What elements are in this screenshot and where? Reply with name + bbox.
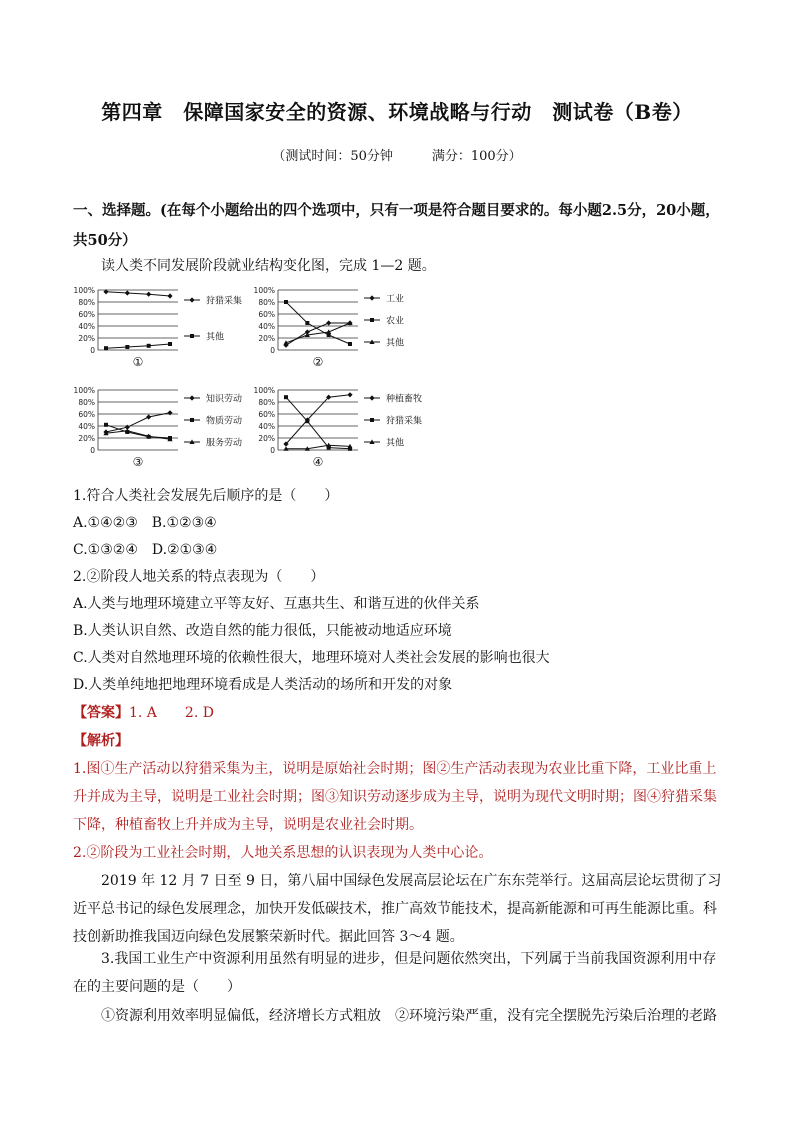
charts-area [60,282,490,472]
data-point [305,419,309,423]
chart-label: ③ [132,455,144,469]
data-point [147,344,151,348]
y-tick-label: 0 [90,446,95,455]
legend-marker [190,418,194,422]
question-3-options: ①资源利用效率明显偏低，经济增长方式粗放 ②环境污染严重，没有完全摆脱先污染后治理的老路 [101,1008,717,1024]
data-point [348,342,352,346]
exam-info: （测试时间：50分钟 满分：100分） [272,149,522,164]
legend-label: 其他 [386,338,405,349]
question-3: 3.我国工业生产中资源利用虽然有明显的进步，但是问题依然突出，下列属于当前我国资源利用中存在的主要问题的是（ ） [73,951,717,995]
y-tick-label: 60% [78,310,95,319]
y-tick-label: 60% [258,410,275,419]
intro-text: 读人类不同发展阶段就业结构变化图，完成 1—2 题。 [101,258,436,274]
chart-4 [254,386,422,469]
series-line [106,425,170,438]
legend-label: 其他 [386,438,405,449]
y-tick-label: 20% [78,334,95,343]
legend-label: 农业 [386,316,405,327]
legend-label: 工业 [386,294,405,305]
answer-line [73,699,733,727]
y-tick-label: 100% [253,386,275,395]
data-point [347,392,352,397]
legend-label: 服务劳动 [206,438,243,449]
y-tick-label: 100% [253,286,275,295]
series-line [286,397,350,449]
data-point [168,342,172,346]
data-point [125,290,130,295]
series-line [106,413,170,432]
passage-intro: 2019 年 12 月 7 日至 9 日，第八届中国绿色发展高层论坛在广东东莞举行。这届高层论坛贯彻了习近平总书记的绿色发展理念，加快开发低碳技术，推广高效节能技术，提高新能源和可再生能源比重。科技创新助推我国迈向绿色发展繁荣新时代。据此回答 3～4 题。 [73,873,722,945]
data-point [326,320,331,325]
legend-marker [190,334,194,338]
question-2-option-c: C.人类对自然地理环境的依赖性很大，地理环境对人类社会发展的影响也很大 [73,650,550,666]
y-tick-label: 0 [270,346,275,355]
chart-label: ② [312,355,324,369]
chart-2 [254,286,404,369]
question-2-option-d: D.人类单纯地把地理环境看成是人类活动的场所和开发的对象 [73,677,453,693]
legend-label: 狩猎采集 [386,416,423,427]
y-tick-label: 60% [258,310,275,319]
data-point [167,410,172,415]
question-2-option-a: A.人类与地理环境建立平等友好、互惠共生、和谐互进的伙伴关系 [73,596,480,612]
y-tick-label: 100% [73,286,95,295]
legend-marker [370,418,374,422]
legend-label: 其他 [206,332,225,343]
y-tick-label: 20% [258,434,275,443]
data-point [125,345,129,349]
legend-marker [189,395,194,400]
question-1-options-cd: C.①③②④ D.②①③④ [73,542,218,558]
y-tick-label: 0 [270,446,275,455]
y-tick-label: 40% [78,322,95,331]
data-point [284,395,288,399]
question-2: 2.②阶段人地关系的特点表现为（ ） [73,569,325,585]
y-tick-label: 60% [78,410,95,419]
data-point [146,414,151,419]
data-point [104,423,108,427]
section-heading: 一、选择题。(在每个小题给出的四个选项中，只有一项是符合题目要求的。每小题2.5分，20小题，共50分） [73,202,720,249]
legend-label: 种植畜牧 [386,394,423,405]
legend-label: 狩猎采集 [206,296,243,307]
data-point [305,321,309,325]
legend-marker [370,318,374,322]
series-line [106,292,170,296]
y-tick-label: 80% [78,398,95,407]
y-tick-label: 20% [78,434,95,443]
y-tick-label: 40% [258,422,275,431]
legend-label: 知识劳动 [206,394,243,405]
series-line [106,344,170,348]
question-2-option-b: B.人类认识自然、改造自然的能力很低，只能被动地适应环境 [73,623,452,639]
legend-marker [189,297,194,302]
legend-label: 物质劳动 [206,416,243,427]
y-tick-label: 80% [258,398,275,407]
data-point [146,292,151,297]
y-tick-label: 0 [90,346,95,355]
y-tick-label: 80% [78,298,95,307]
chart-3 [74,386,242,469]
page-title: 第四章 保障国家安全的资源、环境战略与行动 测试卷（B卷） [101,100,693,124]
question-1-options-ab: A.①④②③ B.①②③④ [73,515,217,531]
chart-label: ① [132,355,144,369]
chart-1 [74,286,242,369]
chart-label: ④ [312,455,324,469]
legend-marker [369,395,374,400]
y-tick-label: 20% [258,334,275,343]
data-point [284,300,288,304]
y-tick-label: 40% [258,322,275,331]
y-tick-label: 40% [78,422,95,431]
analysis-2: 2.②阶段为工业社会时期，人地关系思想的认识表现为人类中心论。 [73,845,493,861]
legend-marker [369,295,374,300]
analysis-label: 【解析】 [73,733,129,749]
question-1: 1.符合人类社会发展先后顺序的是（ ） [73,488,339,504]
data-point [167,293,172,298]
data-point [104,346,108,350]
answer-label: 【答案】 [73,705,129,721]
answer-text: 1. A 2. D [129,705,214,721]
y-tick-label: 80% [258,298,275,307]
analysis-1: 1.图①生产活动以狩猎采集为主，说明是原始社会时期；图②生产活动表现为农业比重下降，工业比重上升并成为主导，说明是工业社会时期；图③知识劳动逐步成为主导，说明为现代文明时期；图④狩猎采集下降，种植畜牧上升并成为主导，说明是农业社会时期。 [73,761,717,833]
y-tick-label: 100% [73,386,95,395]
